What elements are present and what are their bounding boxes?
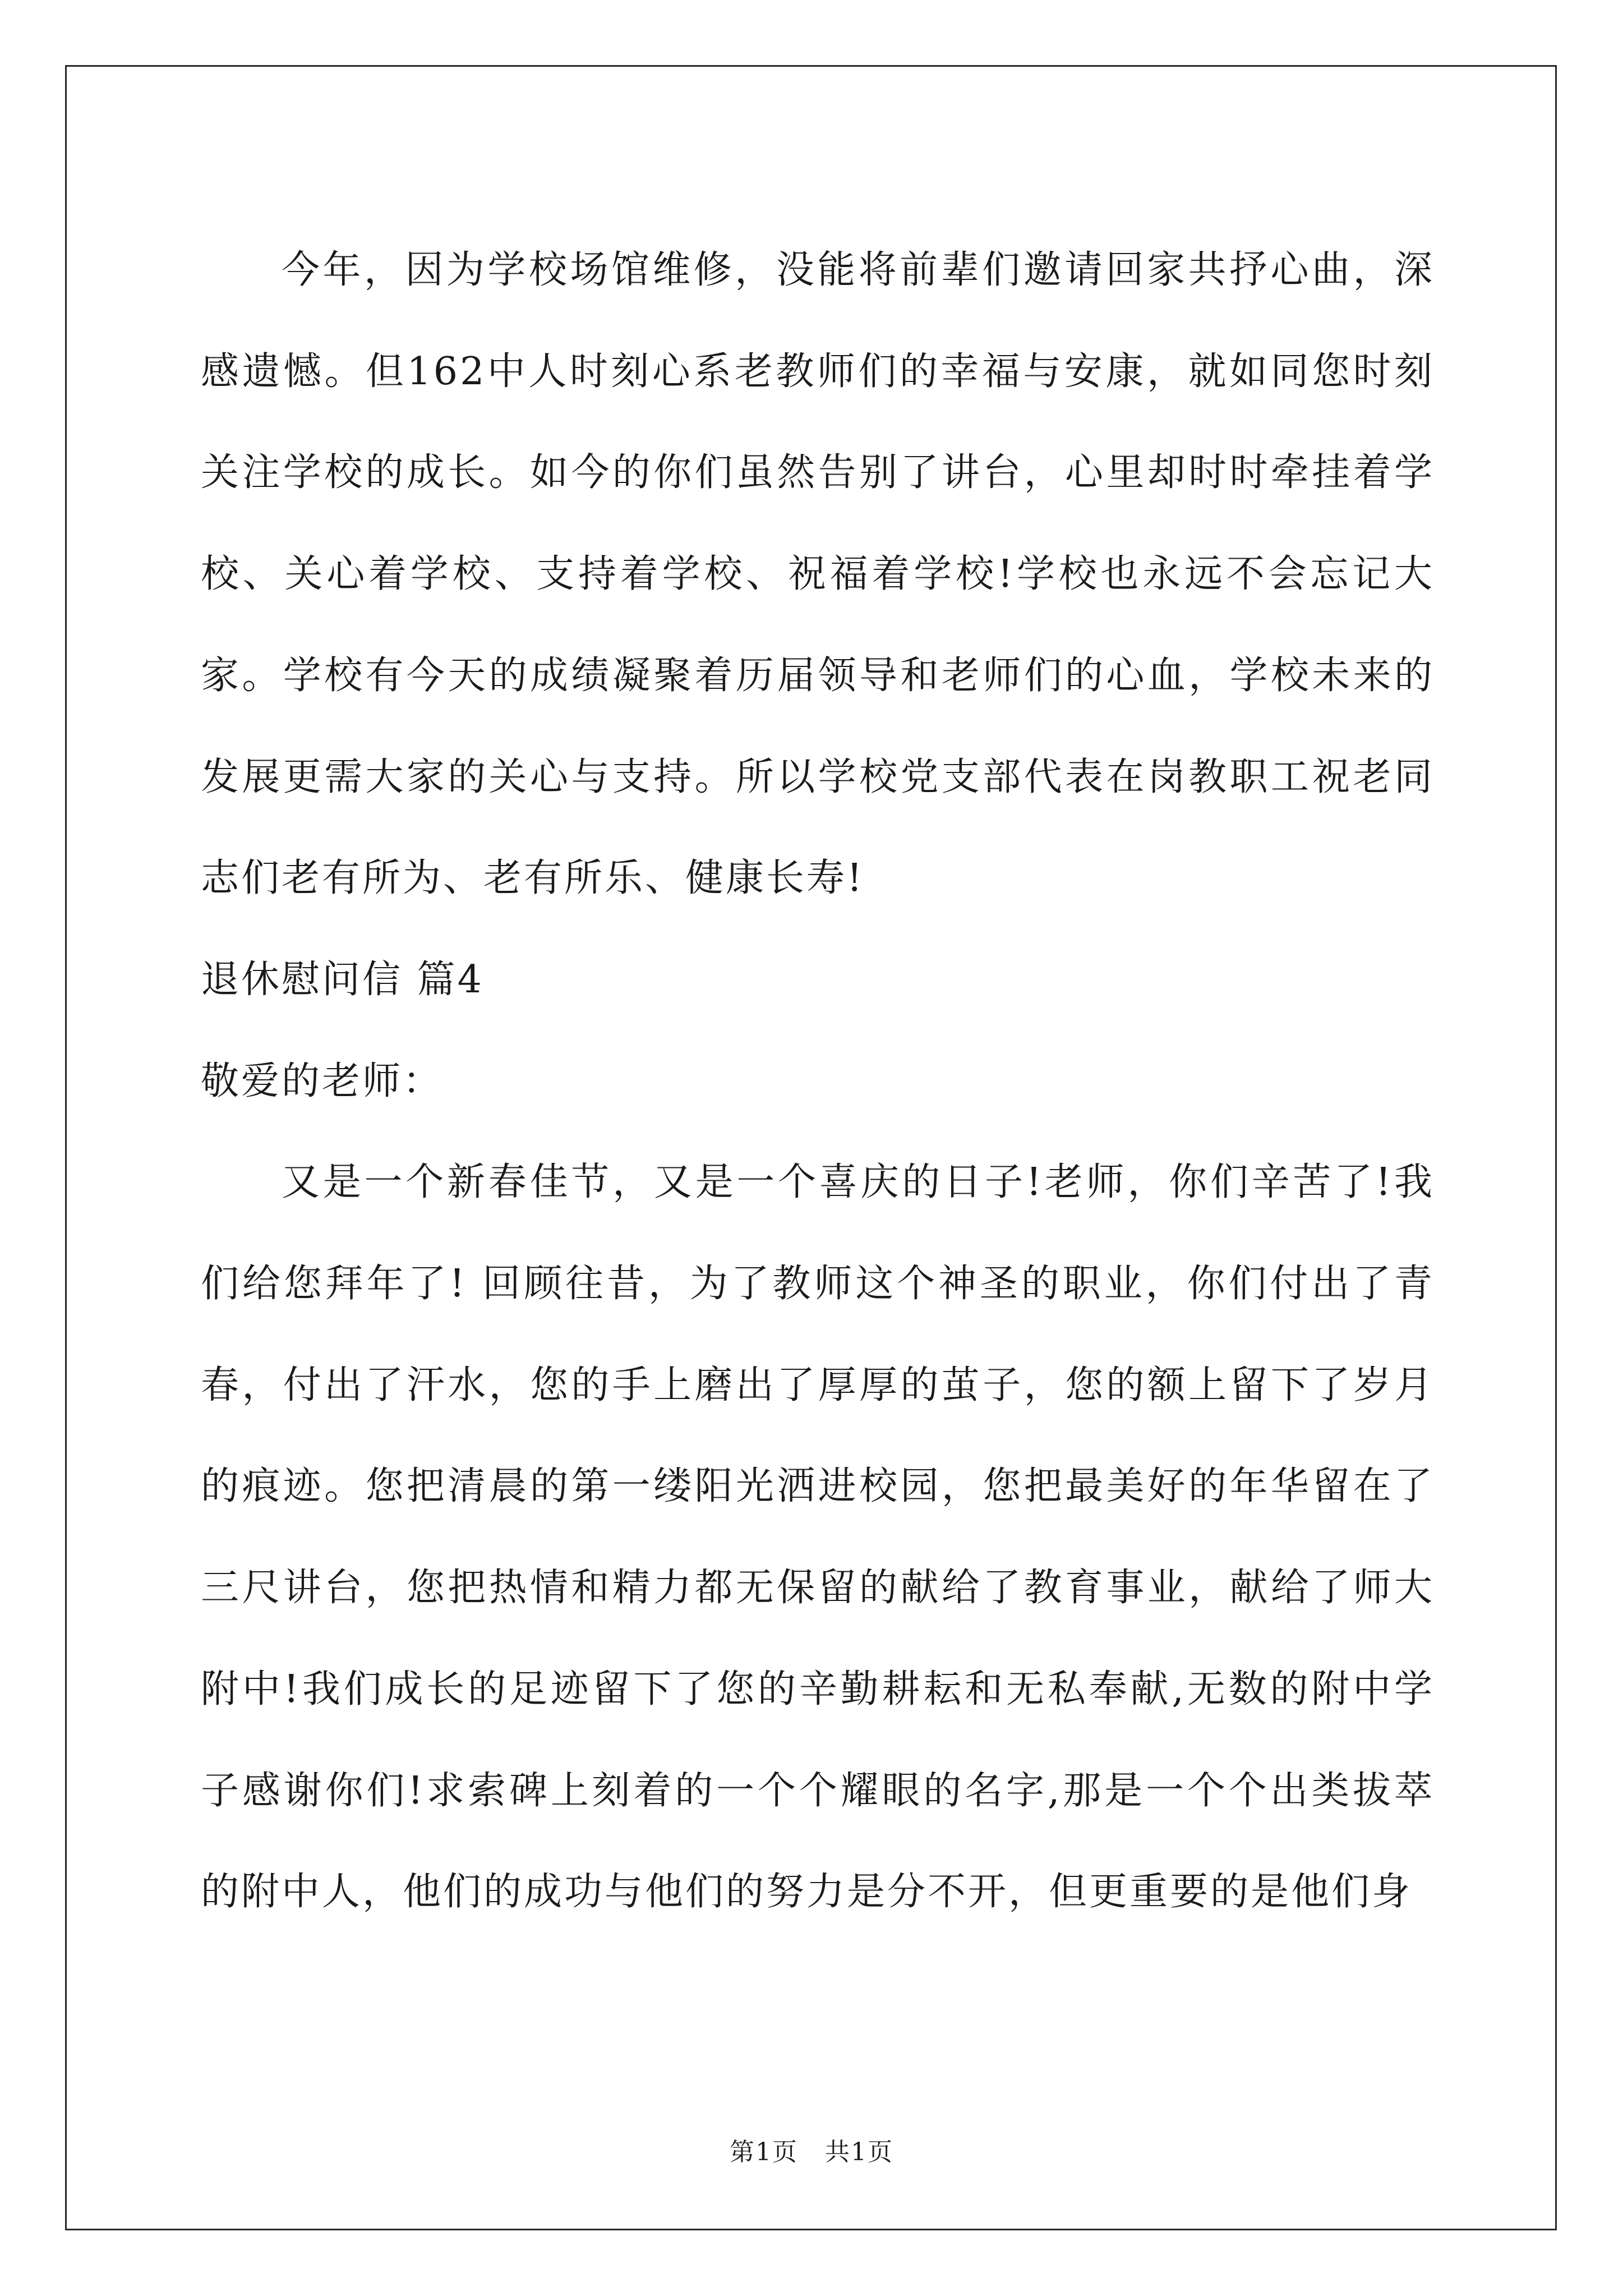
letter-salutation: 敬爱的老师： (201, 1059, 444, 1103)
document-body (201, 220, 1435, 1943)
section-heading: 退休慰问信 篇4 (201, 957, 484, 1002)
paragraph-letter-body: 又是一个新春佳节，又是一个喜庆的日子!老师，你们辛苦了!我们给您拜年了! 回顾往昔，为了教师这个神圣的职业，你们付出了青春，付出了汗水，您的手上磨出了厚厚的茧子，您的额上留下了岁月的痕迹。您把清晨的第一缕阳光洒进校园，您把最美好的年华留在了三尺讲台，您把热情和精力都无保留的献给了教育事业，献给了师大附中!我们成长的足迹留下了您的辛勤耕耘和无私奉献,无数的附中学子感谢你们!求索碑上刻着的一个个耀眼的名字,那是一个个出类拔萃的附中人，他们的成功与他们的努力是分不开，但更重要的是他们身 (201, 1160, 1435, 1915)
paragraph-tribute: 今年，因为学校场馆维修，没能将前辈们邀请回家共抒心曲，深感遗憾。但162中人时刻心系老教师们的幸福与安康，就如同您时刻关注学校的成长。如今的你们虽然告别了讲台，心里却时时牵挂着学校、关心着学校、支持着学校、祝福着学校!学校也永远不会忘记大家。学校有今天的成绩凝聚着历届领导和老师们的心血，学校未来的发展更需大家的关心与支持。所以学校党支部代表在岗教职工祝老同志们老有所为、老有所乐、健康长寿! (201, 248, 1435, 901)
page-number-footer: 第1页 共1页 (730, 2138, 893, 2166)
